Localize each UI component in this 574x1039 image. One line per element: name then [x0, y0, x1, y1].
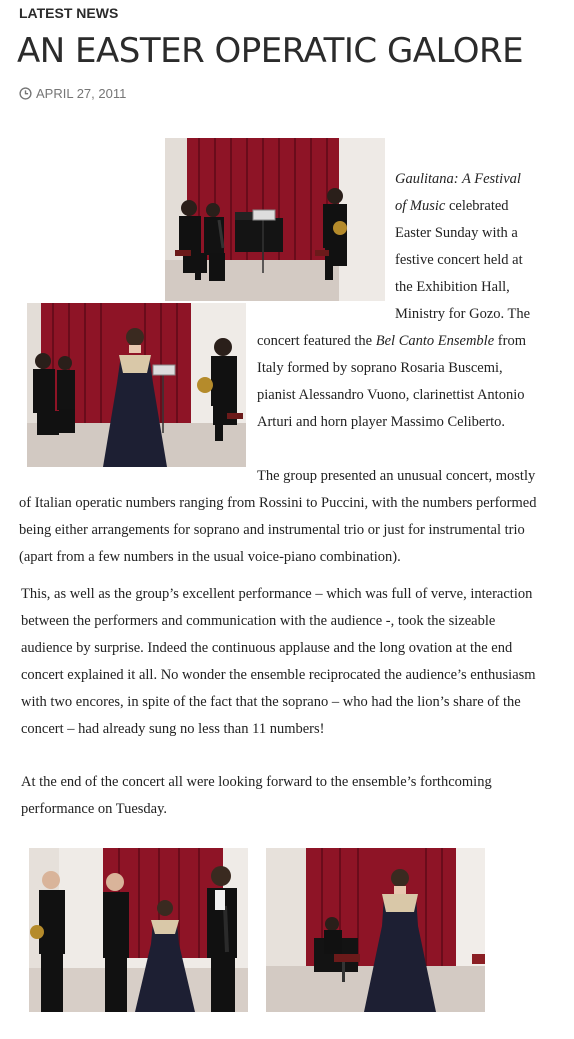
p1-line-7-a: concert featured the [257, 333, 376, 349]
article-title: AN EASTER OPERATIC GALORE [17, 31, 524, 71]
p1-line-6: Ministry for Gozo. The [395, 306, 531, 322]
photo-instrumental-trio [165, 138, 385, 301]
p3-line-3: audience by surprise. Indeed the continuous applause and the long ovation at the end [21, 640, 513, 656]
p1-line-3: Easter Sunday with a [395, 225, 518, 241]
p1-line-7-c: from [494, 333, 526, 349]
p4-line-1: At the end of the concert all were looking forward to the ensemble’s forthcoming [21, 774, 492, 790]
p3-line-5: with two encores, in spite of the fact that the soprano – who had the lion’s share of the [21, 694, 521, 710]
p1-line-10: Arturi and horn player Massimo Celiberto. [257, 414, 506, 430]
p1-line-2-rest: celebrated [445, 198, 509, 214]
p3-line-4: concert explained it all. No wonder the ensemble reciprocated the audience’s enthusiasm [21, 667, 536, 683]
p4-line-2: performance on Tuesday. [21, 801, 168, 817]
p1-line-7 [257, 333, 526, 350]
p1-line-5: the Exhibition Hall, [395, 279, 510, 295]
p3-line-1: This, as well as the group’s excellent performance – which was full of verve, interaction [21, 586, 533, 602]
post-date-text: APRIL 27, 2011 [36, 86, 127, 101]
festival-name-cont: of Music [395, 198, 446, 214]
ensemble-name: Bel Canto Ensemble [375, 333, 495, 349]
p1-line-9: pianist Alessandro Vuono, clarinettist Antonio [257, 387, 525, 403]
p1-line-2 [395, 198, 509, 215]
photo-ensemble-bow [29, 848, 248, 1012]
p1-line-4: festive concert held at [395, 252, 523, 268]
category-link[interactable]: LATEST NEWS [19, 5, 119, 21]
festival-name: Gaulitana: A Festival [395, 171, 521, 187]
p2-line-2: of Italian operatic numbers ranging from Rossini to Puccini, with the numbers performed [19, 495, 537, 511]
p3-line-6: concert – had already sung no less than 11 numbers! [21, 721, 325, 737]
post-date[interactable] [19, 86, 126, 101]
p3-line-2: between the performers and communication with the audience -, took the sizeable [21, 613, 496, 629]
p2-line-3: being either arrangements for soprano and instrumental trio or just for instrumental trio [19, 522, 525, 538]
p2-line-1: The group presented an unusual concert, mostly [257, 468, 536, 484]
clock-icon [19, 87, 32, 100]
photo-soprano-with-trio [27, 303, 246, 467]
p1-line-1 [395, 171, 521, 188]
p2-line-4: (apart from a few numbers in the usual voice-piano combination). [19, 549, 401, 565]
p1-line-8: Italy formed by soprano Rosaria Buscemi, [257, 360, 503, 376]
photo-soprano-with-pianist [266, 848, 485, 1012]
